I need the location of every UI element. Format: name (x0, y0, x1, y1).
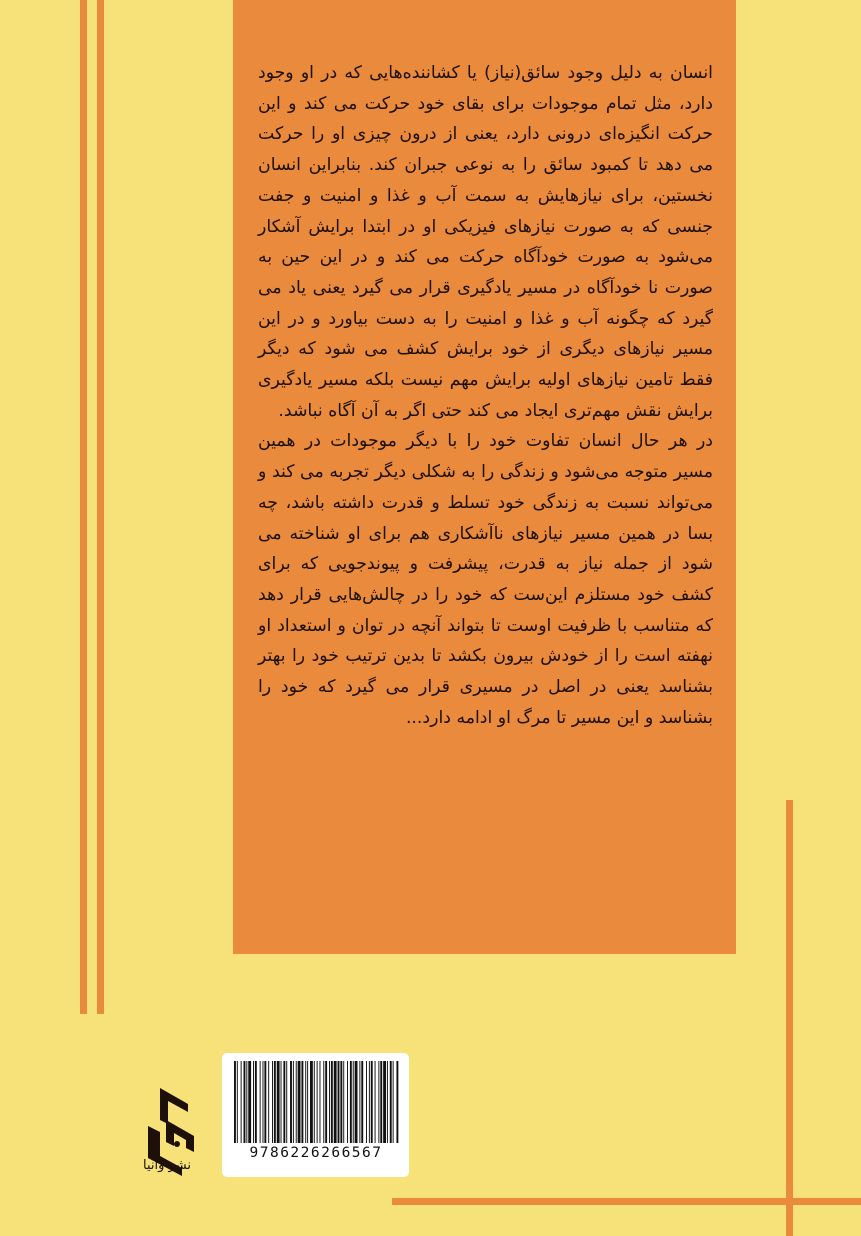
barcode-bar (314, 1061, 315, 1143)
barcode-bar (380, 1061, 382, 1143)
barcode-bar (290, 1061, 292, 1143)
barcode-bar (307, 1061, 308, 1143)
right-rule (786, 800, 793, 1236)
barcode-bar (359, 1061, 360, 1143)
barcode-bar (298, 1061, 301, 1143)
blurb-paragraph-1: انسان به دلیل وجود سائق(نیاز) یا کشاننده‌هایی که در او وجود دارد، مثل تمام موجودات برای بقای خود حرکت می کند و این حرکت انگیزه‌ای درونی دارد، یعنی از درون چیزی او را حرکت می دهد تا کمبود سائق را به نوعی جبران کند. بنابراین انسان نخستین، برای نیازهایش به سمت آب و غذا و امنیت و جفت جنسی که به صورت نیازهای فیزیکی او در ابتدا برایش آشکار می‌شود به صورت خودآگاه حرکت می کند و در این حین به صورت نا خودآگاه در مسیر یادگیری قرار می گیرد یعنی یاد می گیرد که چگونه آب و غذا و امنیت را به دست بیاورد و در این مسیر نیازهای دیگری از خود برایش کشف می شود که دیگر فقط تامین نیازهای اولیه برایش مهم نیست بلکه مسیر یادگیری برایش نقش مهم‌تری ایجاد می کند حتی اگر به آن آگاه نباشد. (258, 63, 713, 421)
barcode-bar (286, 1061, 287, 1143)
barcode-bar (241, 1061, 242, 1143)
barcode-bar (340, 1061, 342, 1143)
barcode-bar (387, 1061, 388, 1143)
isbn-number: 9786226266567 (249, 1145, 383, 1161)
barcode-bar (323, 1061, 324, 1143)
barcode-bar (325, 1061, 327, 1143)
barcode-bar (334, 1061, 337, 1143)
barcode-bar (246, 1061, 247, 1143)
barcode-bar (390, 1061, 392, 1143)
barcode-bar (383, 1061, 386, 1143)
barcode-bar (366, 1061, 367, 1143)
barcode-bar (283, 1061, 285, 1143)
barcode-bar (248, 1061, 251, 1143)
barcode-bar (244, 1061, 246, 1143)
barcode-bar (305, 1061, 306, 1143)
barcode-bar (263, 1061, 264, 1143)
left-rule-inner (97, 0, 104, 1014)
publisher-name: نشر وانیا (143, 1158, 191, 1173)
barcode-bar (296, 1061, 297, 1143)
barcode-bar (293, 1061, 294, 1143)
blurb-paragraph-2: در هر حال انسان تفاوت خود را با دیگر موجودات در همین مسیر متوجه می‌شود و زندگی را به شکلی دیگر تجربه می کند و می‌تواند نسبت به زندگی خود تسلط و قدرت داشته باشد، چه بسا در همین مسیر نیازهای ناآشکاری هم برای او شناخته می شود از جمله نیاز به قدرت، پیشرفت و پیوندجویی که برای کشف خود مستلزم این‌ست که خود را در چالش‌هایی قرار دهد که متناسب با ظرفیت اوست تا بتواند آنچه در توان و استعداد او نهفته است را از خودش بیرون بکشد تا بدین ترتیب خود را بهتر بشناسد یعنی در اصل در مسیری قرار می گیرد که خود را بشناسد و این مسیر تا مرگ او ادامه دارد... (258, 431, 713, 728)
barcode-bar (369, 1061, 370, 1143)
barcode-bar (277, 1061, 280, 1143)
barcode-bar (329, 1061, 330, 1143)
barcode-bar (264, 1061, 266, 1143)
bottom-rule (392, 1198, 861, 1205)
barcode-bar (331, 1061, 333, 1143)
barcode-bars (232, 1061, 400, 1143)
barcode-bar (393, 1061, 394, 1143)
barcode-bar (272, 1061, 273, 1143)
barcode-bar (396, 1061, 398, 1143)
barcode-bar (361, 1061, 363, 1143)
barcode-bar (253, 1061, 254, 1143)
barcode-bar (237, 1061, 238, 1143)
barcode-bar (268, 1061, 269, 1143)
barcode-bar (274, 1061, 276, 1143)
barcode-bar (355, 1061, 358, 1143)
barcode-bar (343, 1061, 344, 1143)
barcode-bar (301, 1061, 303, 1143)
barcode-bar (375, 1061, 376, 1143)
barcode-bar (347, 1061, 348, 1143)
barcode-bar (378, 1061, 379, 1143)
barcode-bar (371, 1061, 373, 1143)
barcode-bar (338, 1061, 340, 1143)
barcode-bar (320, 1061, 321, 1143)
blurb (258, 58, 713, 733)
barcode-bar (255, 1061, 257, 1143)
barcode-bar (317, 1061, 318, 1143)
barcode-bar (234, 1061, 236, 1143)
barcode-bar (350, 1061, 352, 1143)
barcode-bar (353, 1061, 354, 1143)
barcode-bar (260, 1061, 261, 1143)
left-rule-outer (80, 0, 87, 1014)
barcode-bar (310, 1061, 313, 1143)
barcode (222, 1053, 409, 1177)
barcode-bar (281, 1061, 282, 1143)
